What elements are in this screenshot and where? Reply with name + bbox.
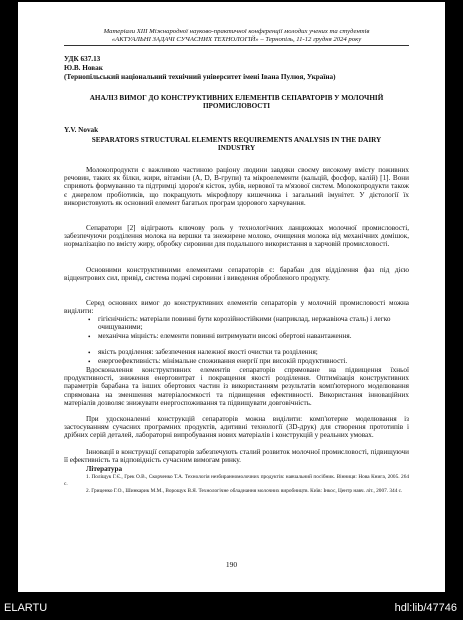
paragraph-2: Сепаратори [2] відіграють ключову роль у технологічних ланцюжках молочної промисловості, забезпечуючи розділення молока на вершки та знежирене молоко, очищення молока від механічних домішок, нормалізацію по вмісту жиру, обробку сировини для подальшого використання в харчовій промисловості.: [64, 224, 409, 249]
repository-label: ELARTU: [4, 602, 48, 614]
paragraph-6: При удосконаленні конструкцій сепараторів можна виділити: комп'ютерне моделювання із застосуванням сучасних програмних продуктів, адитивні технології (3D-друк) для створення прототипів і дрібних серій деталей, лабораторні випробування нових матеріалів і конструкцій у реальних умовах.: [64, 415, 409, 440]
author-ua: Ю.В. Новак: [64, 64, 103, 72]
header-rule: [64, 45, 409, 46]
list-item: гігієнічність: матеріали повинні бути корозійностійкими (наприклад, нержавіюча сталь) і легко очищуваними;: [98, 315, 391, 332]
bullet-marker: •: [88, 333, 91, 341]
paragraph-5: Вдосконалення конструктивних елементів сепараторів спрямоване на підвищення їхньої продуктивності, зниження енерговитрат і покращення якості розділення. Оптимізація конструктивних параметрів барабана та інших обертових частин із використанням результатів комп'ютерного моделювання спрямована на зменшення матеріалоємкості та підвищення ефективності. Використання інноваційних матеріалів дозволяє знижувати енергоспоживання та підвищувати довговічність.: [64, 366, 409, 407]
reference-item: 2. Гриценко Г.О., Шинкарик М.М., Ворощук В.Я. Технологічне обладнання молочних виробництв. Київ: Інкос, Центр навч. літ., 2007. 344 с.: [86, 488, 403, 494]
viewer-footer: [0, 593, 463, 620]
bullet-marker: •: [88, 349, 91, 357]
conference-header-line1: Матеріали XIII Міжнародної науково-практичної конференції молодих учених та студентів: [103, 28, 370, 35]
author-en: Y.V. Novak: [64, 126, 99, 134]
paragraph-7: Інновації в конструкції сепараторів забезпечують сталий розвиток молочної промисловості, підвищуючи її ефективність та відповідність сучасним вимогам ринку.: [64, 448, 409, 465]
page-number: 190: [225, 560, 238, 569]
document-page: [18, 2, 445, 592]
title-ua: АНАЛІЗ ВИМОГ ДО КОНСТРУКТИВНИХ ЕЛЕМЕНТІВ СЕПАРАТОРІВ У МОЛОЧНІЙ ПРОМИСЛОВОСТІ: [89, 94, 384, 111]
list-item: енергоефективність: мінімальне споживання енергії при високій продуктивності.: [98, 357, 348, 365]
reference-item: 1. Поліщук Г.Є., Грек О.В., Скорченко Т.А. Технологія незбиранномолочних продуктів: навчальний посібник. Вінниця: Нова Книга, 2005. 264 с.: [64, 474, 409, 487]
references-heading: Література: [86, 465, 123, 473]
title-en: SEPARATORS STRUCTURAL ELEMENTS REQUIREMENTS ANALYSIS IN THE DAIRY INDUSTRY: [91, 136, 382, 153]
conference-header-line2: «АКТУАЛЬНІ ЗАДАЧІ СУЧАСНИХ ТЕХНОЛОГІЙ» – Тернопіль, 11-12 грудня 2024 року: [111, 36, 362, 44]
list-item: якість розділення: забезпечення належної якості очистки та розділення;: [98, 348, 318, 356]
bullet-marker: •: [88, 316, 91, 324]
bullet-marker: •: [88, 358, 91, 366]
affiliation: (Тернопільський національний технічний університет імені Івана Пулюя, Україна): [64, 73, 336, 81]
list-item: механічна міцність: елементи повинні витримувати високі обертові навантаження.: [98, 332, 352, 340]
paragraph-3: Основними конструктивними елементами сепараторів є: барабан для відділення фаз під дією відцентрових сил, привід, система подачі сировини і виведення обробленого продукту.: [64, 266, 409, 283]
handle-id: hdl:lib/47746: [394, 602, 457, 614]
paragraph-1: Молокопродукти є важливою частиною раціону людини завдяки своєму високому вмісту поживних речовин, таких як білки, жири, вітаміни (A, D, B-групи) та мікроелементи (кальцій, фосфор, калій) [1]. Вони сприяють формуванню та підтримці здоров'я кісток, зубів, нервової та м'язової систем. Молокопродукти також є джерелом пробіотиків, що покращують мікрофлору кишечника і загальний імунітет. У дієтології їх використовують як основний елемент багатьох програм здорового харчування.: [64, 166, 409, 207]
paragraph-4: Серед основних вимог до конструктивних елементів сепараторів у молочній промисловості можна виділити:: [64, 299, 409, 316]
udk-code: УДК 637.13: [64, 55, 101, 63]
conference-header: [58, 28, 415, 44]
